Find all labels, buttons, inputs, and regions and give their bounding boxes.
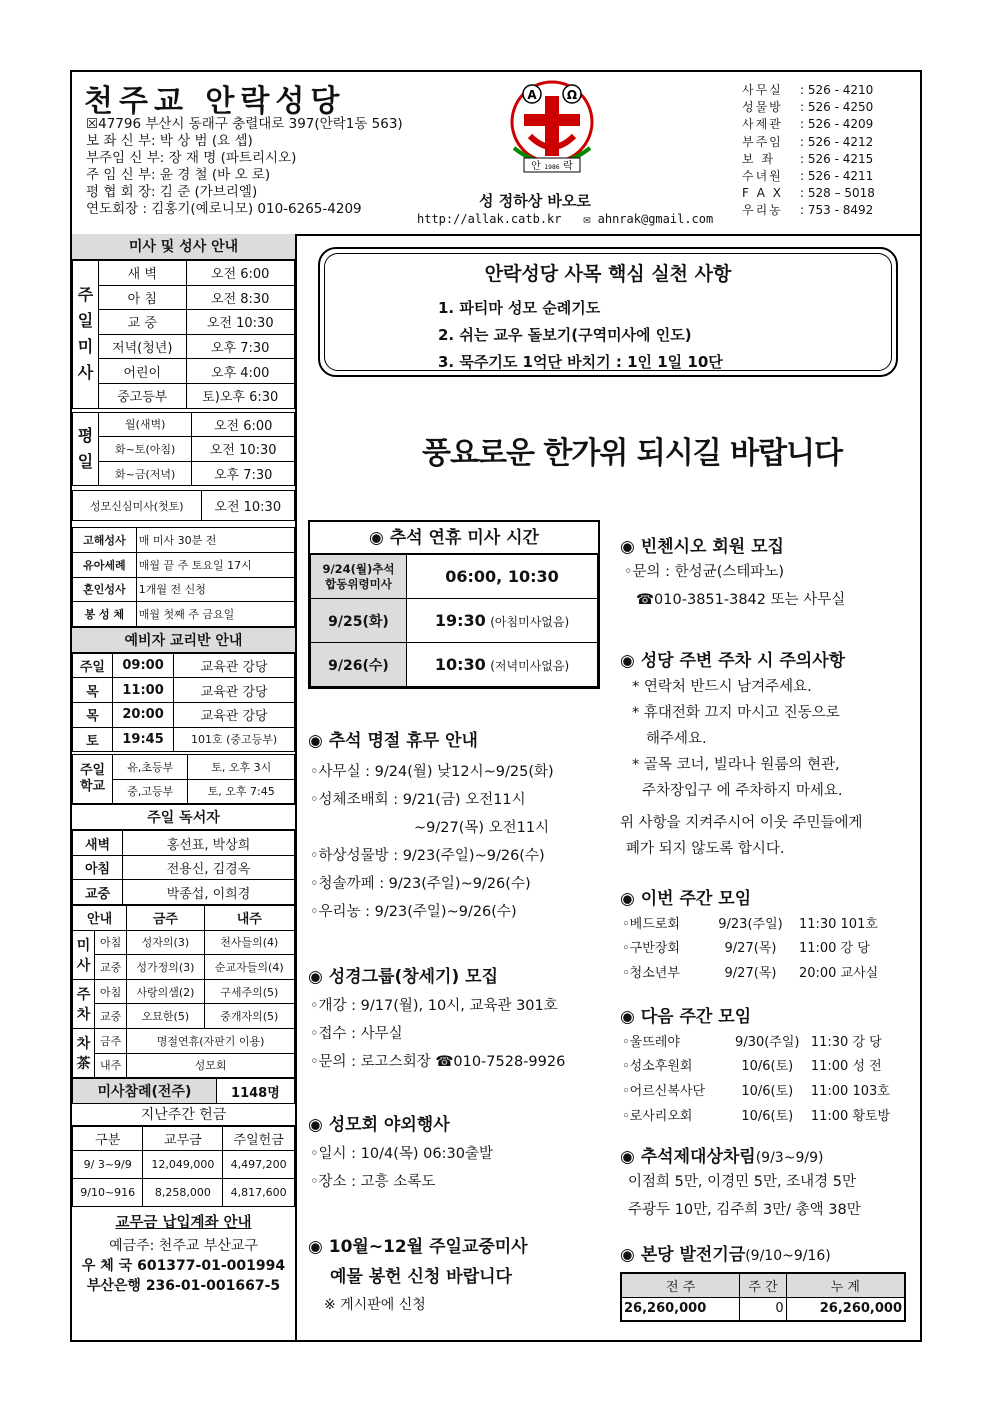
- meeting-name: ◦베드로회: [622, 916, 680, 932]
- sacraments-table: [72, 527, 295, 626]
- class-time: 20:00: [112, 702, 173, 727]
- core-practice-box: [318, 247, 898, 377]
- offering-head: 구분: [73, 1126, 143, 1151]
- parking-line: * 휴대전화 끄지 마시고 진동으로: [632, 705, 840, 721]
- parking-list: [620, 674, 863, 862]
- class-time: 11:00: [112, 678, 173, 703]
- phone-label: 우리농: [742, 203, 783, 218]
- first-saturday-label: 성모신심미사(첫토): [73, 491, 202, 521]
- patron-saint: 성 정하상 바오로: [479, 192, 591, 210]
- parking-title: ◉ 성당 주변 주차 시 주의사항: [620, 651, 846, 671]
- meeting-date: 9/23(주일): [718, 916, 783, 932]
- meeting-name: ◦어르신복사단: [622, 1083, 706, 1099]
- phone-number: : 526 - 4211: [800, 169, 874, 184]
- core-item: 3. 묵주기도 1억단 바치기 : 1인 1일 10단: [438, 353, 723, 371]
- reader-names: 홍선표, 박상희: [123, 831, 295, 856]
- reader-mass: 새벽: [73, 831, 123, 856]
- reader-names: 박종섭, 이희경: [123, 880, 295, 905]
- mass-times: 10:30: [434, 655, 486, 674]
- mass-day-sub: 합동위령미사: [325, 576, 392, 591]
- mass-name: 화~토(아침): [99, 437, 192, 462]
- mass-day: 9/26(수): [311, 643, 407, 687]
- building-fund-heading: [620, 1240, 831, 1265]
- vincent-line: ☎010-3851-3842 또는 사무실: [636, 592, 846, 608]
- duty-slot: 금주: [95, 1029, 127, 1054]
- readers-title: 주일 독서자: [72, 804, 295, 830]
- duty-next-week: 순교자들의(4): [204, 955, 294, 980]
- outing-line: ◦일시 : 10/4(목) 06:30출발: [310, 1146, 493, 1162]
- mass-time: 오전 6:00: [192, 412, 295, 437]
- bible-line: ◦문의 : 로고스회장 ☎010-7528-9926: [310, 1054, 566, 1070]
- phone-label: 사무실: [742, 83, 783, 97]
- catechumen-title: 예비자 교리반 안내: [72, 627, 295, 653]
- meeting-place: 11:00 성 전: [810, 1059, 882, 1075]
- duty-head: 안내: [73, 906, 127, 931]
- sacrament-info: 매월 끝 주 토요일 17시: [136, 552, 294, 577]
- offertory-title-2: 예물 봉헌 신청 바랍니다: [330, 1267, 512, 1287]
- parking-line: * 연락처 반드시 남겨주세요.: [632, 679, 812, 695]
- vincent-title: ◉ 빈첸시오 회원 모집: [620, 537, 784, 557]
- mass-time: 오후 7:30: [186, 334, 295, 359]
- fund-total: 26,260,000: [786, 1297, 905, 1321]
- first-saturday-table: [72, 490, 295, 521]
- offertory-title: ◉ 10월~12월 주일교중미사: [308, 1237, 528, 1257]
- contact-web: [417, 212, 713, 226]
- meeting-place: 20:00 교사실: [798, 965, 879, 981]
- duty-slot: 교중: [95, 1004, 127, 1029]
- mass-times: 19:30: [434, 611, 486, 630]
- class-day: 목: [73, 702, 113, 727]
- meeting-date: 10/6(토): [741, 1108, 794, 1124]
- holiday-line: ◦청솔까페 : 9/23(주일)~9/26(수): [310, 876, 531, 892]
- sacrament-name: 고해성사: [73, 528, 137, 553]
- duty-tea-label: 차茶: [73, 1029, 95, 1078]
- duty-tea-this-week: 명절연휴(자판기 이용): [127, 1029, 295, 1054]
- meeting-date: 9/27(목): [724, 965, 777, 981]
- bible-group-title: ◉ 성경그룹(창세기) 모집: [308, 967, 499, 987]
- phone-directory: [742, 82, 875, 220]
- address: ☒47796 부산시 동래구 충렬대로 397(안락1동 563): [86, 116, 403, 132]
- sacrament-info: 1개월 전 신청: [136, 577, 294, 602]
- building-fund-title: ◉ 본당 발전기금: [620, 1245, 746, 1265]
- school-group: 유,초등부: [113, 755, 188, 780]
- core-practice-title: 안락성당 사목 핵심 실천 사항: [484, 263, 732, 285]
- clergy-line: 연도회장 : 김홍기(예로니모) 010-6265-4209: [86, 201, 362, 217]
- weekday-mass-table: [72, 412, 295, 487]
- account-line: 부산은행 236-01-001667-5: [86, 1278, 281, 1295]
- memorial-heading: [620, 1142, 823, 1167]
- logo-text-right: 락: [563, 161, 573, 172]
- class-day: 주일: [73, 653, 113, 678]
- chuseok-mass-box: [308, 520, 600, 689]
- mass-day: 9/25(화): [311, 599, 407, 643]
- holiday-line: ◦하상성물방 : 9/23(주일)~9/26(수): [310, 848, 545, 864]
- offering-sunday: 4,497,200: [223, 1151, 295, 1179]
- fund-prev: 26,260,000: [621, 1297, 740, 1321]
- account-line: 우 체 국 601377-01-001994: [81, 1258, 286, 1275]
- reader-mass: 아침: [73, 855, 123, 880]
- meeting-place: 11:00 103호: [810, 1083, 890, 1099]
- class-place: 교육관 강당: [174, 653, 295, 678]
- next-week-title: ◉ 다음 주간 모임: [620, 1007, 752, 1027]
- bible-line: ◦접수 : 사무실: [310, 1026, 403, 1042]
- holiday-line: ◦우리농 : 9/23(주일)~9/26(수): [310, 904, 517, 920]
- holiday-line: ~9/27(목) 오전11시: [414, 820, 550, 836]
- class-time: 19:45: [112, 727, 173, 752]
- duty-this-week: 오묘한(5): [127, 1004, 204, 1029]
- vincent-list: [624, 558, 845, 614]
- duty-slot: 아침: [95, 979, 127, 1004]
- holiday-list: [310, 758, 554, 926]
- phone-number: : 528 – 5018: [800, 186, 875, 201]
- outing-list: [310, 1140, 493, 1196]
- fund-head: 주 간: [740, 1273, 786, 1297]
- phone-label: 성물방: [742, 100, 783, 115]
- offering-dues: 8,258,000: [143, 1179, 223, 1207]
- header-info: [86, 116, 403, 218]
- meeting-name: ◦성소후원회: [622, 1059, 693, 1075]
- offering-period: 9/10~916: [73, 1179, 143, 1207]
- outing-title: ◉ 성모회 야외행사: [308, 1115, 450, 1135]
- holiday-title: ◉ 추석 명절 휴무 안내: [308, 731, 478, 751]
- duty-this-week: 성가정의(3): [127, 955, 204, 980]
- sacrament-name: 유아세례: [73, 552, 137, 577]
- bulletin-page: [70, 70, 922, 1342]
- duty-this-week: 성자의(3): [127, 930, 204, 955]
- sacrament-info: 매월 첫째 주 금요일: [136, 602, 294, 627]
- meeting-date: 9/27(목): [724, 941, 777, 957]
- duty-head: 금주: [127, 906, 204, 931]
- meeting-name: ◦로사리오회: [622, 1108, 693, 1124]
- memorial-line: 주광두 10만, 김주희 3만/ 총액 38만: [628, 1202, 861, 1218]
- meeting-name: ◦청소년부: [622, 965, 680, 981]
- meeting-place: 11:00 강 당: [798, 941, 870, 957]
- parish-logo: [492, 78, 612, 188]
- sacrament-name: 봉 성 체: [73, 602, 137, 627]
- duty-this-week: 사랑의샘(2): [127, 979, 204, 1004]
- parking-line: 주차장입구 에 주차하지 마세요.: [642, 783, 843, 799]
- building-fund-period: (9/10~9/16): [745, 1248, 831, 1264]
- core-item: 2. 쉬는 교우 돌보기(구역미사에 인도): [438, 326, 692, 344]
- attendance-table: [72, 1078, 295, 1104]
- clergy-line: 보 좌 신 부: 박 상 범 (요 셉): [86, 133, 253, 149]
- bible-line: ◦개강 : 9/17(월), 10시, 교육관 301호: [310, 998, 558, 1014]
- chuseok-mass-title: ◉ 추석 연휴 미사 시간: [310, 522, 598, 554]
- clergy-line: 평 협 회 장: 김 준 (가브리엘): [86, 184, 258, 200]
- mass-name: 중고등부: [99, 383, 187, 408]
- meeting-date: 9/30(주일): [735, 1034, 800, 1050]
- mass-day: 9/24(월)추석: [322, 561, 395, 576]
- parish-title: 천주교 안락성당: [84, 84, 346, 119]
- mass-time: 토)오후 6:30: [186, 383, 295, 408]
- offering-title: 지난주간 헌금: [72, 1104, 295, 1126]
- phone-label: F A X: [742, 186, 783, 201]
- offering-head: 주일헌금: [223, 1126, 295, 1151]
- website-link[interactable]: http://allak.catb.kr: [417, 212, 562, 226]
- mass-schedule-title: 미사 및 성사 안내: [72, 234, 295, 260]
- mass-time: 오후 7:30: [192, 461, 295, 486]
- meeting-place: 11:30 강 당: [810, 1034, 882, 1050]
- offering-table: [72, 1126, 295, 1208]
- phone-label: 사제관: [742, 117, 783, 132]
- column-divider: [295, 234, 297, 1342]
- holiday-line: ◦성체조배회 : 9/21(금) 오전11시: [310, 792, 526, 808]
- memorial-line: 이점희 5만, 이경민 5만, 조내경 5만: [628, 1174, 857, 1190]
- clergy-line: 부주임 신 부: 장 재 명 (파트리시오): [86, 150, 297, 166]
- duty-next-week: 천사들의(4): [204, 930, 294, 955]
- building-fund-table: [620, 1272, 906, 1322]
- phone-number: : 526 - 4250: [800, 100, 874, 115]
- school-time: 토, 오후 3시: [188, 755, 295, 780]
- duty-table: [72, 905, 295, 1078]
- sunday-mass-label: 주일미사: [73, 261, 99, 409]
- left-column: [72, 234, 295, 1296]
- mass-name: 새 벽: [99, 261, 187, 286]
- mass-name: 아 침: [99, 285, 187, 310]
- phone-label: 보 좌: [742, 151, 775, 166]
- vincent-line: ◦문의 : 한성균(스테파노): [624, 564, 785, 580]
- duty-head: 내주: [204, 906, 294, 931]
- parking-line: 폐가 되지 않도록 합시다.: [626, 841, 785, 857]
- memorial-title: ◉ 추석제대상차림: [620, 1147, 756, 1167]
- sunday-school-label: 주일학교: [73, 755, 113, 804]
- class-place: 101호 (중고등부): [174, 727, 295, 752]
- attendance-count: 1148명: [216, 1079, 294, 1104]
- holiday-line: ◦사무실 : 9/24(월) 낮12시~9/25(화): [310, 764, 554, 780]
- mass-time: 오전 10:30: [192, 437, 295, 462]
- mass-name: 월(새벽): [99, 412, 192, 437]
- class-time: 09:00: [112, 653, 173, 678]
- chuseok-greeting: 풍요로운 한가위 되시길 바랍니다: [422, 436, 843, 471]
- school-time: 토, 오후 7:45: [188, 779, 295, 804]
- mass-note: (저녁미사없음): [490, 659, 570, 673]
- parking-line: * 골목 코너, 빌라나 원룸의 현관,: [632, 757, 840, 773]
- meeting-place: 11:30 101호: [798, 916, 878, 932]
- alpha-mark: A: [527, 88, 537, 102]
- offering-dues: 12,049,000: [143, 1151, 223, 1179]
- parking-line: 위 사항을 지켜주시어 이웃 주민들에게: [620, 815, 863, 831]
- sunday-mass-table: [72, 260, 295, 409]
- reader-names: 전용신, 김경옥: [123, 855, 295, 880]
- first-saturday-time: 오전 10:30: [201, 491, 295, 521]
- this-week-table: [620, 912, 910, 986]
- meeting-place: 11:00 황토방: [810, 1108, 891, 1124]
- school-group: 중,고등부: [113, 779, 188, 804]
- account-title: 교무금 납입계좌 안내: [115, 1215, 252, 1232]
- mass-times: 06:00, 10:30: [407, 555, 598, 599]
- duty-tea-next-week: 성모회: [127, 1053, 295, 1078]
- duty-parking-label: 주차: [73, 979, 95, 1028]
- duty-slot: 교중: [95, 955, 127, 980]
- duty-next-week: 구세주의(5): [204, 979, 294, 1004]
- fund-week: 0: [740, 1297, 786, 1321]
- core-item: 1. 파티마 성모 순례기도: [438, 299, 601, 317]
- duty-mass-label: 미사: [73, 930, 95, 979]
- offertory-note: ※ 게시판에 신청: [324, 1297, 426, 1313]
- reader-mass: 교중: [73, 880, 123, 905]
- offering-sunday: 4,817,600: [223, 1179, 295, 1207]
- fund-head: 누 계: [786, 1273, 905, 1297]
- sacrament-name: 혼인성사: [73, 577, 137, 602]
- offering-head: 교무금: [143, 1126, 223, 1151]
- memorial-period: (9/3~9/9): [755, 1150, 824, 1166]
- catechumen-table: [72, 653, 295, 752]
- parking-line: 해주세요.: [646, 731, 707, 747]
- clergy-line: 주 임 신 부: 윤 경 철 (바 오 로): [86, 167, 271, 183]
- mass-time: 오전 6:00: [186, 261, 295, 286]
- class-place: 교육관 강당: [174, 702, 295, 727]
- mass-name: 어린이: [99, 359, 187, 384]
- mass-name: 화~금(저녁): [99, 461, 192, 486]
- duty-slot: 내주: [95, 1053, 127, 1078]
- phone-number: : 753 - 8492: [800, 203, 874, 218]
- next-week-table: [620, 1030, 910, 1128]
- outing-line: ◦장소 : 고흥 소록도: [310, 1174, 436, 1190]
- phone-number: : 526 - 4209: [800, 117, 874, 132]
- offering-period: 9/ 3~9/9: [73, 1151, 143, 1179]
- meeting-name: ◦울뜨레야: [622, 1034, 680, 1050]
- logo-text-left: 안: [531, 161, 541, 172]
- meeting-name: ◦구반장회: [622, 941, 680, 957]
- sunday-school-table: [72, 754, 295, 804]
- mass-name: 교 중: [99, 310, 187, 335]
- sacrament-info: 매 미사 30분 전: [136, 528, 294, 553]
- readers-table: [72, 830, 295, 905]
- meeting-date: 10/6(토): [741, 1083, 794, 1099]
- memorial-list: [628, 1168, 861, 1224]
- logo-year: 1986: [544, 164, 560, 171]
- mass-time: 오전 8:30: [186, 285, 295, 310]
- weekday-mass-label: 평일: [73, 412, 99, 486]
- email-link[interactable]: ✉ ahnrak@gmail.com: [583, 212, 714, 226]
- attendance-label: 미사참례(전주): [73, 1079, 217, 1104]
- account-line: 예금주: 천주교 부산교구: [109, 1238, 258, 1255]
- duty-slot: 아침: [95, 930, 127, 955]
- mass-time: 오전 10:30: [186, 310, 295, 335]
- duty-next-week: 중개자의(5): [204, 1004, 294, 1029]
- mass-time: 오후 4:00: [186, 359, 295, 384]
- phone-number: : 526 - 4215: [800, 151, 874, 166]
- class-place: 교육관 강당: [174, 678, 295, 703]
- fund-head: 전 주: [621, 1273, 740, 1297]
- mass-note: (아침미사없음): [490, 615, 570, 629]
- bible-group-list: [310, 992, 565, 1076]
- omega-mark: Ω: [566, 88, 578, 102]
- this-week-title: ◉ 이번 주간 모임: [620, 889, 752, 909]
- phone-label: 수녀원: [742, 169, 783, 184]
- phone-label: 부주임: [742, 134, 783, 149]
- phone-number: : 526 - 4210: [800, 83, 874, 97]
- class-day: 토: [73, 727, 113, 752]
- phone-number: : 526 - 4212: [800, 134, 874, 149]
- meeting-date: 10/6(토): [741, 1059, 794, 1075]
- mass-name: 저녁(청년): [99, 334, 187, 359]
- class-day: 목: [73, 678, 113, 703]
